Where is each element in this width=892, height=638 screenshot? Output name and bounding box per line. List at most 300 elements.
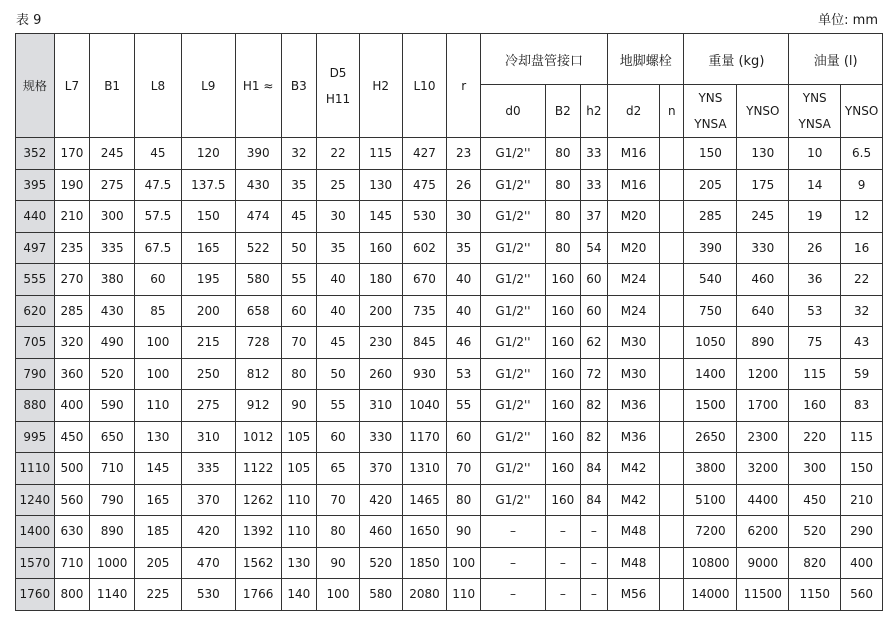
cell-h2: 84 [580,453,608,485]
cell-D5-H11: 25 [317,169,360,201]
cell-L10: 1850 [402,547,447,579]
cell-h2: 60 [580,295,608,327]
cell-B1: 430 [90,295,135,327]
header-n: n [660,85,684,138]
cell-L9: 165 [181,232,235,264]
header-model: 规格 [16,34,55,138]
cell-L8: 100 [135,327,182,359]
cell-B3: 105 [281,421,317,453]
cell-h2: 33 [580,169,608,201]
cell-B2: 160 [546,295,581,327]
cell-H1: 1122 [235,453,281,485]
cell-oil-ynso: 22 [841,264,883,296]
cell-L7: 320 [54,327,90,359]
table-row [16,421,883,453]
cell-L8: 57.5 [135,201,182,233]
cell-weight-ynso: 1700 [737,390,789,422]
cell-B3: 110 [281,484,317,516]
table-body [16,138,883,611]
cell-model: 555 [16,264,55,296]
cell-weight-yns: 10800 [684,547,737,579]
cell-D5-H11: 100 [317,579,360,611]
cell-D5-H11: 45 [317,327,360,359]
cell-oil-yns: 820 [789,547,841,579]
cell-n [660,138,684,170]
cell-n [660,295,684,327]
cell-h2: – [580,547,608,579]
cell-L8: 60 [135,264,182,296]
cell-L9: 137.5 [181,169,235,201]
cell-L10: 602 [402,232,447,264]
cell-h2: – [580,516,608,548]
cell-model: 1760 [16,579,55,611]
cell-B1: 590 [90,390,135,422]
cell-L10: 1650 [402,516,447,548]
cell-L10: 735 [402,295,447,327]
cell-H2: 160 [359,232,402,264]
cell-weight-yns: 3800 [684,453,737,485]
cell-r: 46 [447,327,481,359]
cell-B3: 80 [281,358,317,390]
cell-weight-ynso: 460 [737,264,789,296]
cell-L10: 475 [402,169,447,201]
cell-L7: 270 [54,264,90,296]
cell-n [660,421,684,453]
cell-d0: G1/2'' [480,201,545,233]
cell-oil-ynso: 43 [841,327,883,359]
cell-L7: 170 [54,138,90,170]
cell-L9: 215 [181,327,235,359]
cell-oil-ynso: 16 [841,232,883,264]
cell-H1: 912 [235,390,281,422]
cell-r: 40 [447,295,481,327]
cell-L8: 165 [135,484,182,516]
cell-D5-H11: 70 [317,484,360,516]
header-weight-group: 重量 (kg) [684,34,789,85]
cell-L9: 335 [181,453,235,485]
cell-L7: 500 [54,453,90,485]
cell-oil-ynso: 210 [841,484,883,516]
cell-oil-ynso: 115 [841,421,883,453]
cell-D5-H11: 22 [317,138,360,170]
cell-n [660,453,684,485]
cell-d2: M16 [608,138,660,170]
table-row [16,264,883,296]
header-cooling-group: 冷却盘管接口 [480,34,607,85]
header-oil-ynsa: YNSA [798,117,831,131]
cell-B3: 130 [281,547,317,579]
cell-model: 352 [16,138,55,170]
cell-d0: – [480,516,545,548]
cell-L9: 530 [181,579,235,611]
cell-H2: 145 [359,201,402,233]
cell-model: 880 [16,390,55,422]
cell-B2: 160 [546,264,581,296]
cell-r: 30 [447,201,481,233]
table-row [16,516,883,548]
header-L8: L8 [135,34,182,138]
cell-D5-H11: 90 [317,547,360,579]
cell-B1: 650 [90,421,135,453]
cell-weight-yns: 1400 [684,358,737,390]
cell-B1: 275 [90,169,135,201]
cell-L7: 710 [54,547,90,579]
table-row [16,232,883,264]
cell-oil-yns: 53 [789,295,841,327]
cell-r: 26 [447,169,481,201]
cell-D5-H11: 50 [317,358,360,390]
cell-B1: 490 [90,327,135,359]
cell-model: 790 [16,358,55,390]
header-oil-ynso: YNSO [841,85,883,138]
cell-weight-yns: 7200 [684,516,737,548]
cell-L8: 67.5 [135,232,182,264]
cell-L7: 235 [54,232,90,264]
table-header [16,34,883,138]
cell-d2: M48 [608,516,660,548]
cell-oil-yns: 160 [789,390,841,422]
cell-L9: 120 [181,138,235,170]
cell-B2: 80 [546,232,581,264]
cell-B1: 380 [90,264,135,296]
cell-B1: 300 [90,201,135,233]
cell-h2: 82 [580,421,608,453]
table-row [16,390,883,422]
header-oil-yns: YNS [802,91,827,105]
cell-B3: 140 [281,579,317,611]
cell-H1: 430 [235,169,281,201]
cell-L10: 1465 [402,484,447,516]
cell-L7: 190 [54,169,90,201]
cell-H1: 580 [235,264,281,296]
cell-B2: 160 [546,358,581,390]
cell-H2: 130 [359,169,402,201]
cell-oil-ynso: 9 [841,169,883,201]
cell-H1: 658 [235,295,281,327]
cell-H2: 310 [359,390,402,422]
cell-oil-ynso: 12 [841,201,883,233]
cell-n [660,264,684,296]
cell-d0: G1/2'' [480,421,545,453]
cell-weight-yns: 2650 [684,421,737,453]
cell-d0: G1/2'' [480,484,545,516]
cell-model: 1110 [16,453,55,485]
table-row [16,358,883,390]
header-weight-ynsa: YNSA [694,117,727,131]
cell-weight-yns: 205 [684,169,737,201]
cell-L10: 530 [402,201,447,233]
cell-weight-ynso: 4400 [737,484,789,516]
cell-H1: 522 [235,232,281,264]
table-row [16,453,883,485]
cell-D5-H11: 65 [317,453,360,485]
cell-B2: 160 [546,421,581,453]
cell-H1: 1262 [235,484,281,516]
cell-B1: 710 [90,453,135,485]
cell-B3: 55 [281,264,317,296]
cell-n [660,201,684,233]
cell-d2: M36 [608,421,660,453]
cell-H1: 728 [235,327,281,359]
cell-h2: 54 [580,232,608,264]
table-row [16,547,883,579]
cell-d2: M36 [608,390,660,422]
cell-n [660,390,684,422]
table-row [16,295,883,327]
cell-L10: 845 [402,327,447,359]
table-row [16,138,883,170]
cell-weight-yns: 390 [684,232,737,264]
cell-model: 705 [16,327,55,359]
cell-r: 70 [447,453,481,485]
cell-oil-yns: 36 [789,264,841,296]
cell-B1: 890 [90,516,135,548]
cell-oil-yns: 520 [789,516,841,548]
cell-B3: 50 [281,232,317,264]
cell-n [660,516,684,548]
cell-weight-yns: 5100 [684,484,737,516]
cell-L8: 45 [135,138,182,170]
cell-h2: 60 [580,264,608,296]
cell-n [660,327,684,359]
cell-weight-ynso: 3200 [737,453,789,485]
cell-B2: 160 [546,453,581,485]
cell-oil-ynso: 400 [841,547,883,579]
cell-B2: 80 [546,169,581,201]
cell-B3: 35 [281,169,317,201]
cell-L8: 110 [135,390,182,422]
cell-d0: G1/2'' [480,327,545,359]
cell-D5-H11: 30 [317,201,360,233]
cell-H1: 812 [235,358,281,390]
cell-model: 1240 [16,484,55,516]
cell-D5-H11: 55 [317,390,360,422]
cell-oil-yns: 115 [789,358,841,390]
cell-B1: 1140 [90,579,135,611]
cell-L10: 1310 [402,453,447,485]
cell-B3: 32 [281,138,317,170]
cell-model: 1400 [16,516,55,548]
cell-h2: 62 [580,327,608,359]
cell-L10: 427 [402,138,447,170]
header-oil-group: 油量 (l) [789,34,883,85]
cell-oil-yns: 1150 [789,579,841,611]
header-oil-yns-ynsa [789,85,841,138]
cell-r: 53 [447,358,481,390]
cell-weight-ynso: 245 [737,201,789,233]
cell-d2: M56 [608,579,660,611]
cell-n [660,484,684,516]
header-B2: B2 [546,85,581,138]
cell-weight-yns: 1500 [684,390,737,422]
cell-weight-yns: 1050 [684,327,737,359]
header-B1: B1 [90,34,135,138]
cell-H1: 1392 [235,516,281,548]
cell-oil-ynso: 59 [841,358,883,390]
cell-weight-ynso: 330 [737,232,789,264]
cell-B1: 520 [90,358,135,390]
cell-L7: 400 [54,390,90,422]
cell-oil-ynso: 32 [841,295,883,327]
cell-weight-yns: 750 [684,295,737,327]
cell-B3: 90 [281,390,317,422]
cell-r: 90 [447,516,481,548]
cell-d2: M30 [608,358,660,390]
cell-B2: – [546,516,581,548]
cell-d0: G1/2'' [480,295,545,327]
cell-B2: 80 [546,138,581,170]
cell-weight-ynso: 9000 [737,547,789,579]
cell-L8: 47.5 [135,169,182,201]
cell-L9: 420 [181,516,235,548]
header-d2: d2 [608,85,660,138]
cell-B3: 105 [281,453,317,485]
cell-H2: 230 [359,327,402,359]
cell-oil-yns: 450 [789,484,841,516]
header-H11: H11 [325,91,351,106]
cell-L7: 285 [54,295,90,327]
cell-d2: M48 [608,547,660,579]
cell-d0: G1/2'' [480,453,545,485]
cell-weight-yns: 14000 [684,579,737,611]
cell-n [660,232,684,264]
cell-d2: M24 [608,295,660,327]
table-caption: 表 9 [16,13,42,28]
cell-r: 55 [447,390,481,422]
cell-L9: 275 [181,390,235,422]
cell-oil-yns: 26 [789,232,841,264]
header-weight-yns: YNS [698,91,723,105]
cell-weight-yns: 540 [684,264,737,296]
cell-L9: 195 [181,264,235,296]
cell-H2: 370 [359,453,402,485]
header-weight-ynso: YNSO [737,85,789,138]
cell-r: 35 [447,232,481,264]
cell-D5-H11: 80 [317,516,360,548]
cell-B2: 160 [546,327,581,359]
cell-L9: 310 [181,421,235,453]
cell-L7: 560 [54,484,90,516]
cell-L10: 670 [402,264,447,296]
cell-L9: 250 [181,358,235,390]
cell-weight-yns: 150 [684,138,737,170]
cell-L8: 205 [135,547,182,579]
cell-d0: – [480,547,545,579]
header-H2: H2 [359,34,402,138]
cell-d2: M24 [608,264,660,296]
cell-H2: 115 [359,138,402,170]
cell-H1: 390 [235,138,281,170]
cell-D5-H11: 60 [317,421,360,453]
cell-oil-yns: 220 [789,421,841,453]
header-d0: d0 [480,85,545,138]
cell-oil-yns: 75 [789,327,841,359]
cell-H1: 1012 [235,421,281,453]
cell-H1: 474 [235,201,281,233]
cell-weight-yns: 285 [684,201,737,233]
cell-h2: – [580,579,608,611]
cell-B2: – [546,547,581,579]
cell-L9: 200 [181,295,235,327]
cell-r: 23 [447,138,481,170]
cell-d0: G1/2'' [480,232,545,264]
cell-H1: 1766 [235,579,281,611]
cell-model: 440 [16,201,55,233]
cell-B1: 335 [90,232,135,264]
cell-r: 80 [447,484,481,516]
cell-d0: G1/2'' [480,390,545,422]
cell-B3: 110 [281,516,317,548]
cell-B1: 790 [90,484,135,516]
cell-L7: 360 [54,358,90,390]
unit-label: 单位: mm [818,13,878,28]
cell-L8: 130 [135,421,182,453]
cell-H1: 1562 [235,547,281,579]
cell-n [660,579,684,611]
cell-B2: 160 [546,390,581,422]
cell-H2: 200 [359,295,402,327]
cell-B3: 70 [281,327,317,359]
cell-D5-H11: 40 [317,264,360,296]
cell-B3: 60 [281,295,317,327]
cell-H2: 260 [359,358,402,390]
cell-d0: G1/2'' [480,264,545,296]
cell-h2: 84 [580,484,608,516]
cell-d2: M20 [608,201,660,233]
cell-d2: M30 [608,327,660,359]
cell-d2: M42 [608,453,660,485]
header-L9: L9 [181,34,235,138]
header-L10: L10 [402,34,447,138]
cell-L8: 185 [135,516,182,548]
cell-oil-ynso: 83 [841,390,883,422]
cell-weight-ynso: 2300 [737,421,789,453]
cell-H2: 330 [359,421,402,453]
cell-B2: 160 [546,484,581,516]
cell-weight-ynso: 11500 [737,579,789,611]
header-H1: H1 ≈ [235,34,281,138]
cell-L8: 85 [135,295,182,327]
cell-model: 497 [16,232,55,264]
table-row [16,484,883,516]
cell-B2: 80 [546,201,581,233]
cell-B1: 245 [90,138,135,170]
cell-h2: 37 [580,201,608,233]
cell-L7: 630 [54,516,90,548]
cell-L9: 470 [181,547,235,579]
cell-weight-ynso: 1200 [737,358,789,390]
header-L7: L7 [54,34,90,138]
cell-L10: 2080 [402,579,447,611]
table-row [16,327,883,359]
cell-d0: G1/2'' [480,138,545,170]
cell-L8: 100 [135,358,182,390]
cell-B2: – [546,579,581,611]
cell-oil-yns: 10 [789,138,841,170]
cell-d2: M16 [608,169,660,201]
cell-H2: 520 [359,547,402,579]
cell-L8: 225 [135,579,182,611]
table-row [16,201,883,233]
header-anchor-group: 地脚螺栓 [608,34,684,85]
cell-h2: 72 [580,358,608,390]
header-B3: B3 [281,34,317,138]
cell-oil-yns: 300 [789,453,841,485]
cell-model: 620 [16,295,55,327]
cell-r: 110 [447,579,481,611]
cell-model: 1570 [16,547,55,579]
cell-weight-ynso: 640 [737,295,789,327]
